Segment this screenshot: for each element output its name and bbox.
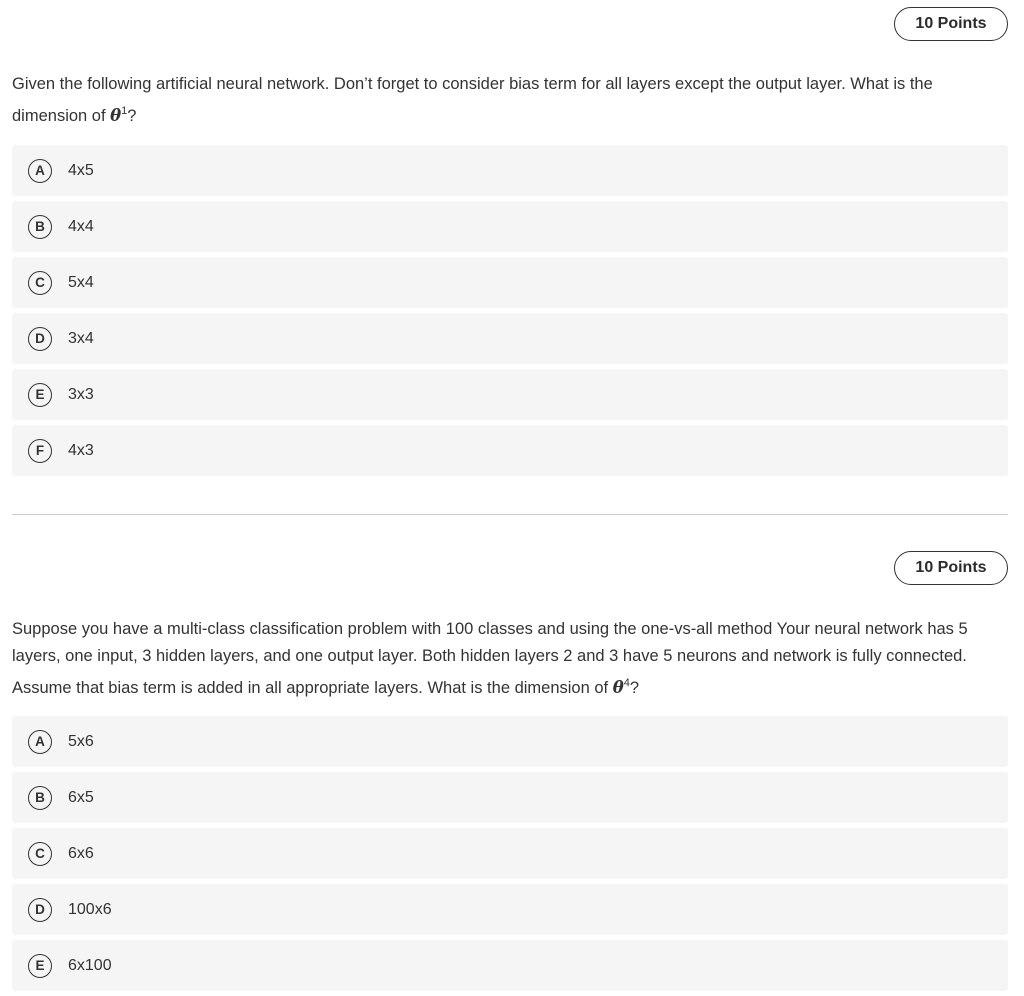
option-value: 5x6 (68, 732, 94, 750)
option-d[interactable] (12, 313, 1008, 364)
option-letter-icon: B (28, 215, 52, 239)
option-value: 5x4 (68, 273, 94, 291)
answer-options (12, 145, 1008, 481)
option-value: 6x100 (68, 956, 112, 974)
option-a[interactable] (12, 145, 1008, 196)
option-letter-icon: D (28, 327, 52, 351)
answer-options (12, 716, 1008, 996)
theta-symbol: θ (612, 678, 624, 697)
theta-superscript: 4 (623, 677, 630, 689)
option-a[interactable] (12, 716, 1008, 767)
option-letter-icon: A (28, 159, 52, 183)
option-value: 6x6 (68, 844, 94, 862)
option-letter-icon: F (28, 439, 52, 463)
option-letter-icon: B (28, 786, 52, 810)
option-letter-icon: D (28, 898, 52, 922)
points-badge: 10 Points (894, 7, 1008, 41)
option-c[interactable] (12, 828, 1008, 879)
option-letter-icon: C (28, 842, 52, 866)
option-f[interactable] (12, 425, 1008, 476)
question-text-body: Suppose you have a multi-class classification problem with 100 classes and using the one-vs-all method Your neural network has 5 layers, one input, 3 hidden layers, and one output layer. Both hidden layers 2 and 3 have 5 neurons and network is fully connected. Assume that bias term is added in all appropriate layers. What is the dimension of (12, 620, 968, 697)
option-value: 4x5 (68, 161, 94, 179)
question-divider (12, 514, 1008, 515)
option-letter-icon: E (28, 383, 52, 407)
question-text (12, 71, 1008, 130)
option-b[interactable] (12, 201, 1008, 252)
option-value: 100x6 (68, 900, 112, 918)
question-text (12, 616, 1008, 702)
option-letter-icon: A (28, 730, 52, 754)
question-text-end: ? (127, 107, 137, 125)
option-e[interactable] (12, 369, 1008, 420)
question-text-body: Given the following artificial neural network. Don’t forget to consider bias term for all layers except the output layer. What is the dimension of (12, 75, 933, 125)
option-value: 4x3 (68, 441, 94, 459)
option-value: 4x4 (68, 217, 94, 235)
theta-symbol: θ (110, 106, 122, 125)
option-b[interactable] (12, 772, 1008, 823)
question-text-end: ? (629, 679, 640, 697)
theta-superscript: 1 (121, 105, 128, 117)
option-c[interactable] (12, 257, 1008, 308)
option-value: 3x4 (68, 329, 94, 347)
option-e[interactable] (12, 940, 1008, 991)
option-d[interactable] (12, 884, 1008, 935)
option-value: 3x3 (68, 385, 94, 403)
points-badge: 10 Points (894, 551, 1008, 585)
option-letter-icon: C (28, 271, 52, 295)
option-letter-icon: E (28, 954, 52, 978)
option-value: 6x5 (68, 788, 94, 806)
